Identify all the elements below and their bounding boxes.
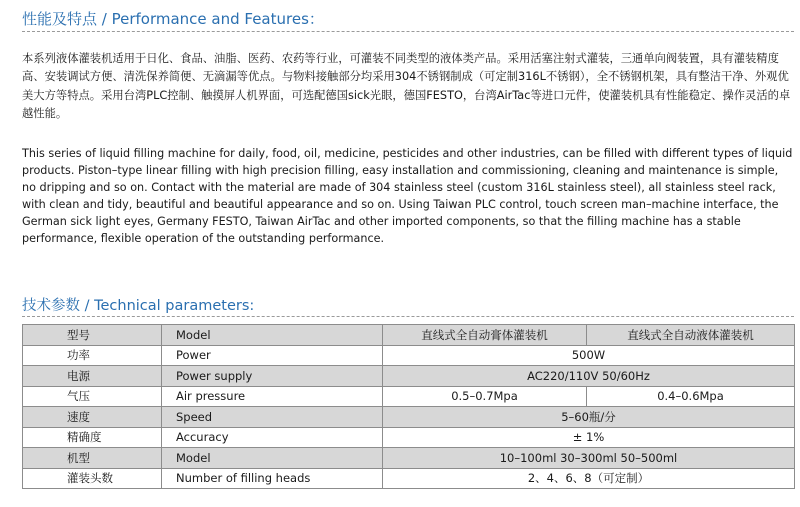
performance-section-title: 性能及特点 / Performance and Features： [22, 10, 324, 28]
header-paste-filler: 直线式全自动膏体灌装机 [383, 325, 587, 346]
row-value-paste: 0.5–0.7Mpa [383, 386, 587, 407]
row-value-liquid: 0.4–0.6Mpa [587, 386, 795, 407]
row-value: 500W [383, 345, 795, 366]
row-label-cn: 电源 [23, 366, 162, 387]
row-value: 5–60瓶/分 [383, 407, 795, 428]
row-label-en: Power [162, 345, 383, 366]
row-label-en: Number of filling heads [162, 468, 383, 489]
table-row [23, 366, 795, 387]
row-label-cn: 气压 [23, 386, 162, 407]
row-label-en: Power supply [162, 366, 383, 387]
performance-title-divider [22, 31, 794, 33]
row-label-cn: 精确度 [23, 427, 162, 448]
row-label-cn: 灌装头数 [23, 468, 162, 489]
row-label-en: Speed [162, 407, 383, 428]
table-row [23, 448, 795, 469]
technical-parameters-table [22, 324, 795, 489]
technical-section-title: 技术参数 / Technical parameters: [22, 298, 255, 314]
table-row [23, 345, 795, 366]
table-row [23, 407, 795, 428]
row-value: 10–100ml 30–300ml 50–500ml [383, 448, 795, 469]
table-row [23, 386, 795, 407]
row-label-cn: 功率 [23, 345, 162, 366]
header-label-cn: 型号 [23, 325, 162, 346]
row-label-en: Accuracy [162, 427, 383, 448]
table-row [23, 468, 795, 489]
row-value: AC220/110V 50/60Hz [383, 366, 795, 387]
performance-description-chinese: 本系列液体灌装机适用于日化、食品、油脂、医药、农药等行业，可灌装不同类型的液体类产品。采用活塞注射式灌装，三通单向阀装置，具有灌装精度高、安装调试方便、清洗保养简便、无滴漏等优点。与物料接触部分均采用304不锈钢制成（可定制316L不锈钢），全不锈钢机架，具有整洁干净、外观优美大方等特点。采用台湾PLC控制、触摸屏人机界面，可选配德国sick光眼，德国FESTO，台湾AirTac等进口元件，使灌装机具有性能稳定、操作灵活的卓越性能。 [22, 52, 791, 121]
header-label-en: Model [162, 325, 383, 346]
table-row [23, 427, 795, 448]
row-label-cn: 速度 [23, 407, 162, 428]
header-liquid-filler: 直线式全自动液体灌装机 [587, 325, 795, 346]
row-label-en: Model [162, 448, 383, 469]
performance-description-english: This series of liquid filling machine for daily, food, oil, medicine, pesticides and other industries, can be filled with different types of liquid products. Piston–type linear filling with high precision filling, easy installation and commissioning, cleaning and maintenance is simple, no dripping and so on. Contact with the material are made of 304 stainless steel (custom 316L stainless steel), all stainless steel rack, with clean and tidy, beautiful and beautiful appearance and so on. Using Taiwan PLC control, touch screen man–machine interface, the German sick light eyes, Germany FESTO, Taiwan AirTac and other imported components, so that the filling machine has a stable performance, flexible operation of the outstanding performance. [22, 147, 793, 245]
row-label-cn: 机型 [23, 448, 162, 469]
row-value: 2、4、6、8（可定制） [383, 468, 795, 489]
technical-title-divider [22, 316, 794, 318]
row-label-en: Air pressure [162, 386, 383, 407]
table-header-row [23, 325, 795, 346]
row-value: ± 1% [383, 427, 795, 448]
